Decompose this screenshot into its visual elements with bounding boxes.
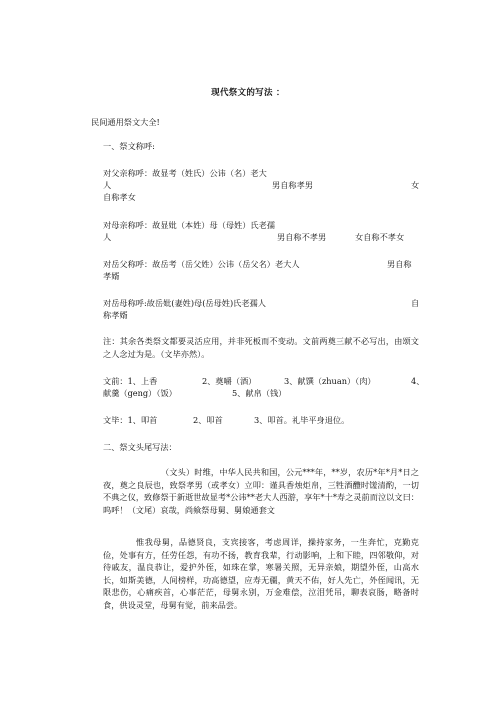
offering-4: 4、 — [411, 376, 425, 386]
offering-5: 5、献帛（钱） — [232, 388, 287, 398]
section1-heading: 一、祭文称呼: — [103, 141, 155, 151]
mother-line2a: 人 — [103, 232, 112, 242]
intro-line: 民间通用祭文大全! — [91, 117, 160, 127]
closing-2: 2、叩首 — [193, 415, 223, 425]
closing-1: 文毕：1、叩首 — [103, 415, 158, 425]
offering-2: 2、奠嚼（酒） — [202, 376, 257, 386]
father-line2c: 女 — [411, 180, 420, 190]
father-in-law-line1b: 男自称 — [387, 259, 412, 269]
note-paragraph: 注：其余各类祭文都要灵活应用，并非死板而不变动。文前两奠三献不必写出，由颂文之人念过为是。（文毕亦然）。 — [103, 336, 419, 359]
father-line2a: 人 — [103, 180, 112, 190]
father-line2b: 男自称孝男 — [272, 180, 313, 190]
closing-3: 3、叩首。礼毕平身退位。 — [254, 415, 350, 425]
father-line1: 对父亲称呼：故显考（姓氏）公讳（名）老大 — [103, 168, 267, 178]
offering-1: 文前：1、上香 — [103, 376, 158, 386]
mother-in-law-line1a: 对岳母称呼:故岳妣(妻姓)母(岳母姓)氏老孺人 — [103, 298, 266, 308]
father-line3: 自称孝女 — [103, 192, 136, 202]
offering-3: 3、献馔（zhuan）（肉） — [284, 376, 376, 386]
offering-4-cont: 献羹（geng）（饭） — [103, 388, 177, 398]
eulogy-paragraph: 惟我母舅，品德贤良，支宾接客，考虑周详，操持家务，一生奔忙，克勤克俭，处事有方，任劳任怨，有功不扬，教育我辈，行动影响，上和下睦，四邻敬仰，对待戚友，温良恭让，爱护外侄，如珠在掌，寒暑关照，无异亲娘，期望外侄，山高水长，如斯美德，人间榜样，功高德望，应寿无疆，黄天不佑，好人先亡，外侄闻讯，无限悲伤，心痛疾首，心事茫茫，母舅永别，万金难偿，泣泪凭吊，聊表哀肠，略备时食，供设灵堂，母舅有觉，前来品尝。 — [103, 537, 419, 610]
mother-line2c: 女自称不孝女 — [355, 232, 405, 242]
father-in-law-line1a: 对岳父称呼：故岳考（岳父姓）公讳（岳父名）老大人 — [103, 259, 300, 269]
mother-in-law-line2: 称孝婿 — [103, 310, 128, 320]
template-paragraph: （文头）时维，中华人民共和国，公元***年，**岁，农历*年*月*日之夜，奠之良辰也，致祭孝男（或孝女）立叩：谨具香烛炬帛，三牲酒醴时馐清酌，一切不典之仪，致修祭于新逝世故显考*公讳**老大人西游，享年*十*寿之灵前而泣以文曰：呜呼！（文尾）哀哉，尚飨祭母舅、舅娘通套文 — [103, 467, 419, 515]
mother-line1: 对母亲称呼：故显妣（本姓）母（母姓）氏老孺 — [103, 220, 275, 230]
father-in-law-line2: 孝婿 — [103, 271, 120, 281]
mother-in-law-line1b: 自 — [411, 298, 420, 308]
page-title: 现代祭文的写法 ： — [211, 88, 285, 98]
mother-line2b: 男自称不孝男 — [277, 232, 327, 242]
section2-heading: 二、祭文头尾写法： — [103, 442, 177, 452]
